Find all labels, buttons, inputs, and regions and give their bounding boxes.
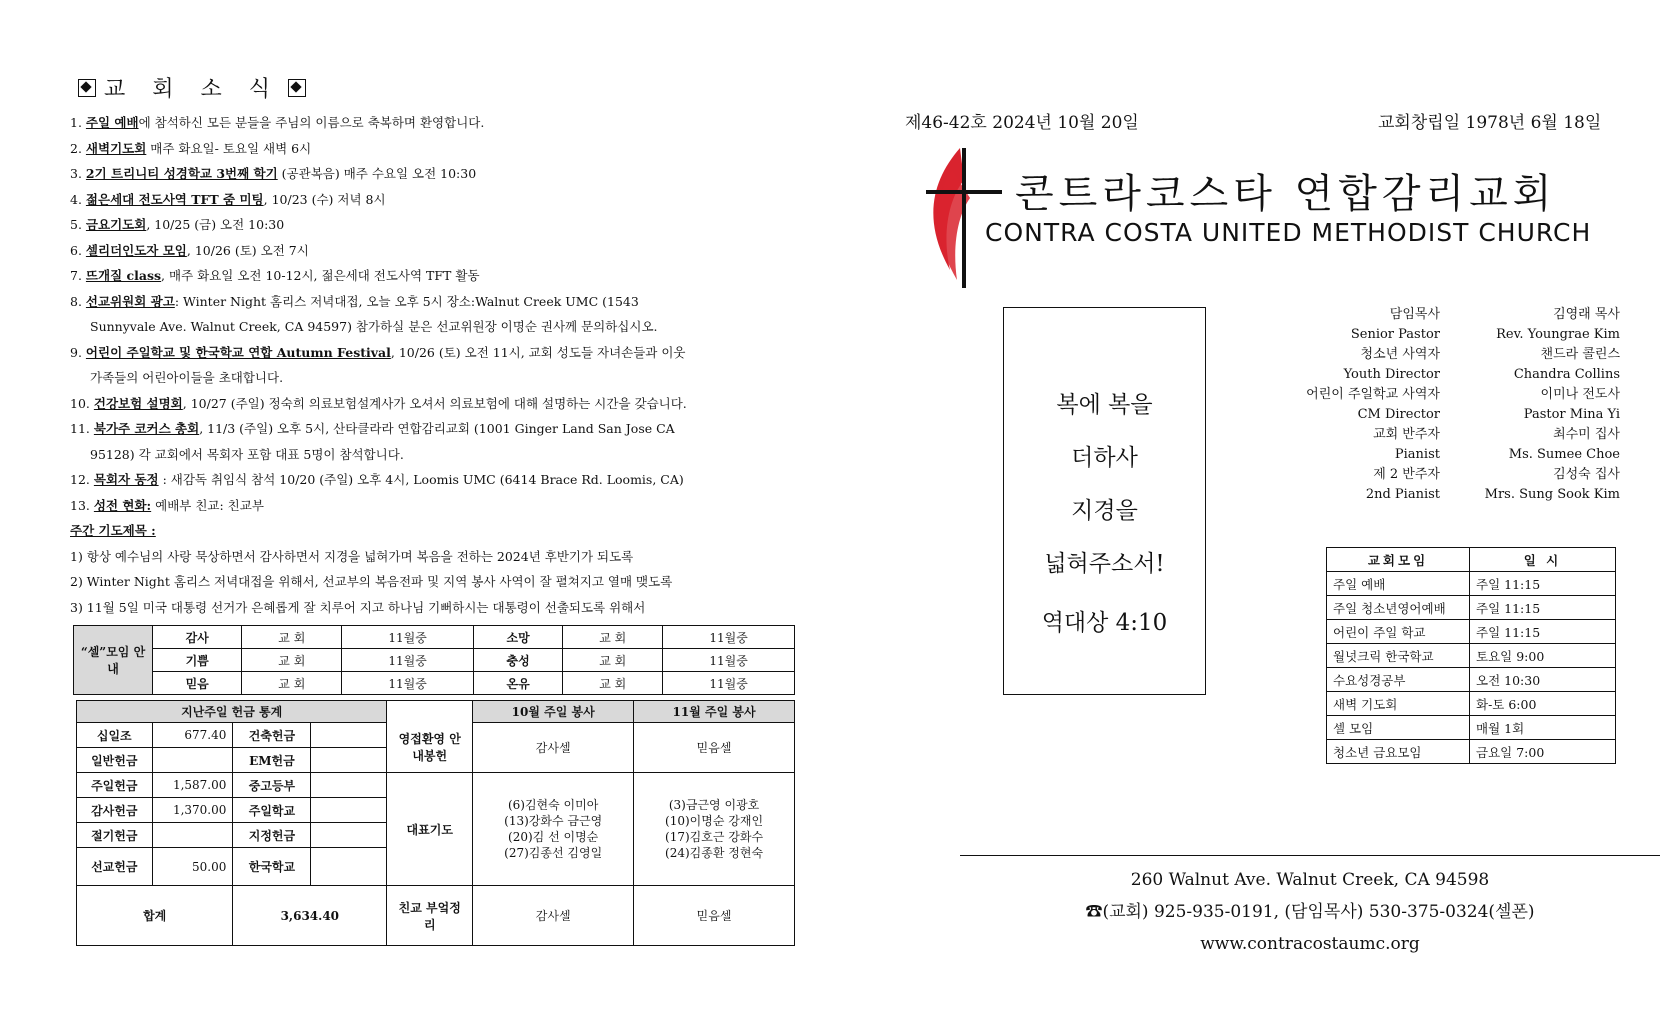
news-item-continued: 95128) 각 교회에서 목회자 포함 대표 5명이 참석합니다.: [90, 446, 404, 462]
prayer-nov: (3)금근영 이광호 (10)이명순 강재인 (17)김호근 강화수 (24)김종환 정현숙: [634, 773, 795, 886]
news-item-continued: 가족들의 어린아이들을 초대합니다.: [90, 370, 284, 385]
news-item: 4. 젊은세대 전도사역 TFT 줌 미팅, 10/23 (수) 저녁 8시: [70, 191, 386, 207]
news-item: 10. 건강보험 설명회, 10/27 (주일) 정숙희 의료보험설계사가 오셔서 의료보험에 대해 설명하는 시간을 갖습니다.: [70, 395, 687, 411]
news-item: 3. 2기 트리니티 성경학교 3번째 학기 (공관복음) 매주 수요일 오전 10:30: [70, 166, 477, 181]
news-item: 11. 북가주 코커스 총회, 11/3 (주일) 오후 5시, 산타클라라 연합감리교회 (1001 Ginger Land San Jose CA: [70, 421, 675, 436]
phone: ☎(교회) 925-935-0191, (담임목사) 530-375-0324(셀폰): [1085, 902, 1535, 922]
news-list: [70, 110, 780, 620]
news-item-continued: Sunnyvale Ave. Walnut Creek, CA 94597) 참가하실 분은 선교위원장 이명순 권사께 문의하십시오.: [90, 319, 658, 334]
cell-group-label: “셀”모임 안내: [74, 626, 153, 695]
cell-group-table: “셀”모임 안내 감사 교 회 11월중 소망 교 회 11월중 기쁨 교 회 11월중 충성 교 회 11월중 믿음 교 회 11월중 온유 교 회 11월중: [73, 625, 795, 695]
news-item: 9. 어린이 주일학교 및 한국학교 연합 Autumn Festival, 10/26 (토) 오전 11시, 교회 성도들 자녀손들과 이웃: [70, 344, 686, 360]
church-name-english: CONTRA COSTA UNITED METHODIST CHURCH: [985, 218, 1592, 247]
meeting-table: 교회모임 일 시 주일 예배 주일 11:15 주일 청소년영어예배 주일 11:15 어린이 주일 학교 주일 11:15 월넛크릭 한국학교 토요일 9:00 수요성경공부 오전 10:30 새벽 기도회 화-토 6:00 셀 모임 매월 1회 청소년 금요모임 금요일 7:00: [1326, 547, 1616, 764]
prayer-item: 3) 11월 5일 미국 대통령 선거가 은혜롭게 잘 치루어 지고 하나님 기뻐하시는 대통령이 선출되도록 위해서: [70, 599, 646, 615]
issue-info: 제46-42호 2024년 10월 20일: [905, 113, 1139, 133]
address: 260 Walnut Ave. Walnut Creek, CA 94598: [1130, 870, 1490, 890]
church-name-korean: 콘트라코스타 연합감리교회: [1015, 171, 1557, 217]
contact-footer: [960, 855, 1660, 960]
staff-list: 담임목사 김영래 목사 Senior Pastor Rev. Youngrae Kim 청소년 사역자 챈드라 콜린스 Youth Director Chandra Collins 어린이 주일학교 사역자 이미나 전도사 CM Director Pastor Mina Yi 교회 반주자 최수미 집사 Pianist Ms. Sumee Choe 제 2 반주자 김성숙 집사 2nd Pianist Mrs. Sung Sook Kim: [1306, 307, 1620, 502]
news-item: 13. 성전 현화: 예배부 친교: 친교부: [70, 497, 264, 513]
prayer-item: 2) Winter Night 홈리스 저녁대접을 위해서, 선교부의 복음전파 및 지역 봉사 사역이 잘 펼쳐지고 열매 맺도록: [70, 574, 673, 589]
news-item: 8. 선교위원회 광고: Winter Night 홈리스 저녁대접, 오늘 오후 5시 장소:Walnut Creek UMC (1543: [70, 293, 639, 309]
diamond-icon: [78, 79, 96, 97]
cross-flame-logo: [912, 140, 1004, 288]
news-item: 7. 뜨개질 class, 매주 화요일 오전 10-12시, 젊은세대 전도사역 TFT 활동: [70, 268, 480, 283]
prayer-title: 주간 기도제목 :: [70, 523, 156, 538]
news-item: 6. 셀리더인도자 모임, 10/26 (토) 오전 7시: [70, 242, 309, 258]
news-item: 2. 새벽기도회 매주 화요일- 토요일 새벽 6시: [70, 140, 312, 156]
founded-date: 교회창립일 1978년 6월 18일: [1378, 113, 1602, 133]
verse-box: 복에 복을 더하사 지경을 넓혀주소서! 역대상 4:10: [1003, 307, 1206, 695]
news-item: 5. 금요기도회, 10/25 (금) 오전 10:30: [70, 217, 285, 232]
website-link[interactable]: www.contracostaumc.org: [1200, 934, 1420, 954]
news-title: 교 회 소 식: [70, 72, 314, 103]
news-item: 12. 목회자 동정 : 새감독 취임식 참석 10/20 (주일) 오후 4시, Loomis UMC (6414 Brace Rd. Loomis, CA): [70, 472, 684, 487]
news-item: 1. 주일 예배에 참석하신 모든 분들을 주님의 이름으로 축복하며 환영합니다.: [70, 115, 485, 130]
prayer-item: 1) 항상 예수님의 사랑 묵상하면서 감사하면서 지경을 넓혀가며 복음을 전하는 2024년 후반기가 되도록: [70, 548, 634, 564]
prayer-oct: (6)김현숙 이미아 (13)강화수 금근영 (20)김 선 이명순 (27)김종선 김영일: [473, 773, 634, 886]
finance-table: 지난주일 헌금 통계 10월 주일 봉사 11월 주일 봉사 십일조 677.40 건축헌금 영접환영 안내봉헌 감사셀 믿음셀 일반헌금 EM헌금 주일헌금 1,587.00 중고등부 대표기도 (6)김현숙 이미아 (13)강화수 금근영 (20)김 선 이명순 (27)김종선 김영일 (3)금근영 이광호 (10)이명순 강재인 (17)김호근 강화수 (24)김종환 정현숙 감사헌금 1,370.00 주일학교 절기헌금 지정헌금 선교헌금 50.00 한국학교 합계 3,634.40 친교 부엌정리 감사셀 믿음셀: [76, 700, 795, 946]
diamond-icon: [288, 79, 306, 97]
